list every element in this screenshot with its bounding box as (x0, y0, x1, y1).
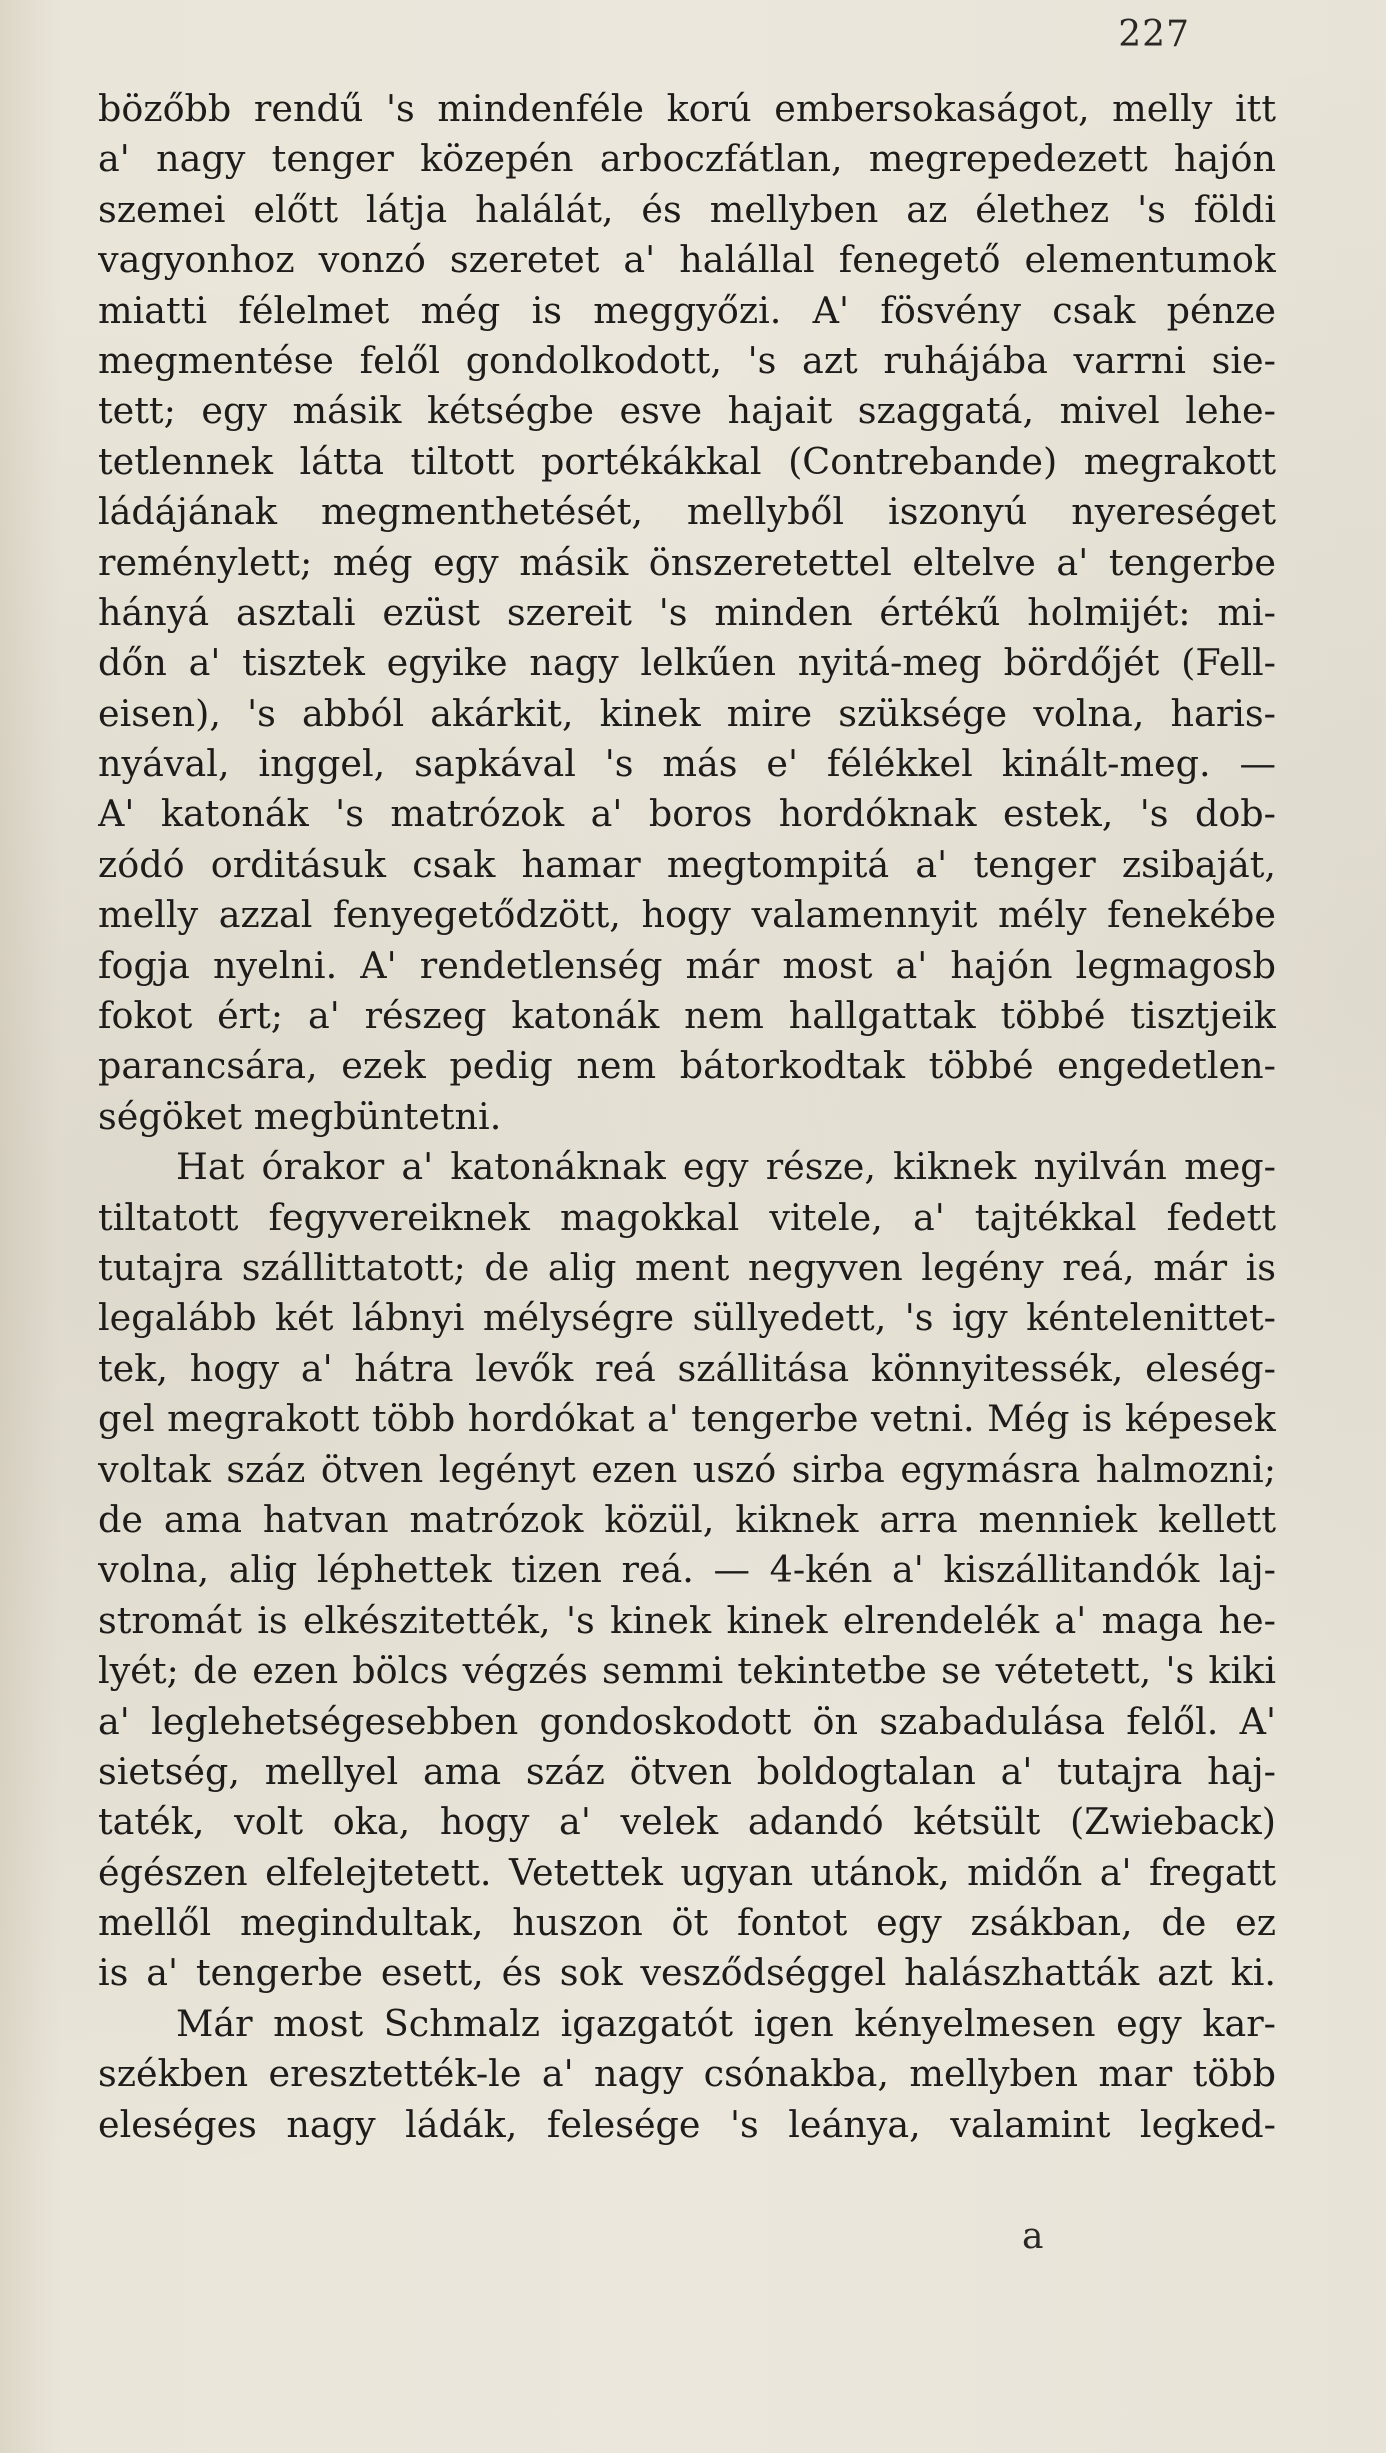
text-line: vagyonhoz vonzó szeretet a' halállal fenegető elementumok (98, 238, 1276, 282)
text-line: tetlennek látta tiltott portékákkal (Contrebande) megrakott (98, 439, 1276, 483)
text-line: gel megrakott több hordókat a' tengerbe vetni. Még is képesek (98, 1397, 1276, 1441)
text-line: fokot ért; a' részeg katonák nem hallgattak többé tisztjeik (98, 994, 1276, 1038)
text-line: melly azzal fenyegetődzött, hogy valamennyit mély fenekébe (98, 893, 1276, 937)
text-line: fogja nyelni. A' rendetlenség már most a' hajón legmagosb (98, 943, 1276, 987)
catchword: a (1022, 2216, 1044, 2257)
page-number: 227 (1118, 14, 1190, 55)
text-line: eisen), 's abból akárkit, kinek mire szüksége volna, haris- (98, 691, 1276, 735)
text-line: A' katonák 's matrózok a' boros hordóknak estek, 's dob- (98, 792, 1276, 836)
text-line: mellől megindultak, huszon öt fontot egy zsákban, de ez (98, 1901, 1276, 1945)
text-line: székben eresztették-le a' nagy csónakba, mellyben mar több (98, 2052, 1276, 2096)
text-line: a' nagy tenger közepén arboczfátlan, megrepedezett hajón (98, 137, 1276, 181)
text-line: tek, hogy a' hátra levők reá szállitása könnyitessék, eleség- (98, 1346, 1276, 1390)
text-line: megmentése felől gondolkodott, 's azt ruhájába varrni sie- (98, 338, 1276, 382)
text-line: miatti félelmet még is meggyőzi. A' fösvény csak pénze (98, 288, 1276, 332)
text-line: legalább két lábnyi mélységre süllyedett, 's igy kéntelenittet- (98, 1296, 1276, 1340)
text-line: de ama hatvan matrózok közül, kiknek arra menniek kellett (98, 1497, 1276, 1541)
text-line: volna, alig léphettek tizen reá. — 4-kén a' kiszállitandók laj- (98, 1548, 1276, 1592)
text-line: taték, volt oka, hogy a' velek adandó kétsült (Zwieback) (98, 1800, 1276, 1844)
text-line: dőn a' tisztek egyike nagy lelkűen nyitá-meg bördőjét (Fell- (98, 641, 1276, 685)
text-line: bözőbb rendű 's mindenféle korú embersokaságot, melly itt (98, 87, 1276, 130)
text-line: Hat órakor a' katonáknak egy része, kiknek nyilván meg- (176, 1145, 1276, 1189)
text-line: nyával, inggel, sapkával 's más e' félékkel kinált-meg. — (98, 742, 1276, 786)
text-line: voltak száz ötven legényt ezen uszó sirba egymásra halmozni; (98, 1447, 1276, 1491)
text-line: tett; egy másik kétségbe esve hajait szaggatá, mivel lehe- (98, 389, 1276, 433)
text-line: is a' tengerbe esett, és sok vesződséggel halászhatták azt ki. (98, 1951, 1276, 1995)
text-line: Már most Schmalz igazgatót igen kényelmesen egy kar- (176, 2001, 1276, 2045)
text-line: tiltatott fegyvereiknek magokkal vitele, a' tajtékkal fedett (98, 1195, 1276, 1239)
body-text (98, 84, 1276, 2150)
text-line: tutajra szállittatott; de alig ment negyven legény reá, már is (98, 1245, 1276, 1289)
text-line: a' leglehetségesebben gondoskodott ön szabadulása felől. A' (98, 1699, 1276, 1743)
text-line: szemei előtt látja halálát, és mellyben az élethez 's földi (98, 187, 1276, 231)
text-line: ségöket megbüntetni. (98, 1094, 502, 1138)
text-line: égészen elfelejtetett. Vetettek ugyan utánok, midőn a' fregatt (98, 1850, 1276, 1894)
text-line: lyét; de ezen bölcs végzés semmi tekintetbe se vétetett, 's kiki (98, 1649, 1276, 1693)
text-line: reménylett; még egy másik önszeretettel eltelve a' tengerbe (98, 540, 1276, 584)
text-line: zódó orditásuk csak hamar megtompitá a' tenger zsibaját, (98, 842, 1276, 886)
text-line: stromát is elkészitették, 's kinek kinek elrendelék a' maga he- (98, 1598, 1276, 1642)
text-line: ládájának megmenthetését, mellyből iszonyú nyereséget (98, 490, 1276, 534)
text-line: parancsára, ezek pedig nem bátorkodtak többé engedetlen- (98, 1044, 1276, 1088)
text-line: hányá asztali ezüst szereit 's minden értékű holmijét: mi- (98, 590, 1276, 634)
text-line: sietség, mellyel ama száz ötven boldogtalan a' tutajra haj- (98, 1749, 1276, 1793)
text-line: eleséges nagy ládák, felesége 's leánya, valamint legked- (98, 2102, 1276, 2146)
